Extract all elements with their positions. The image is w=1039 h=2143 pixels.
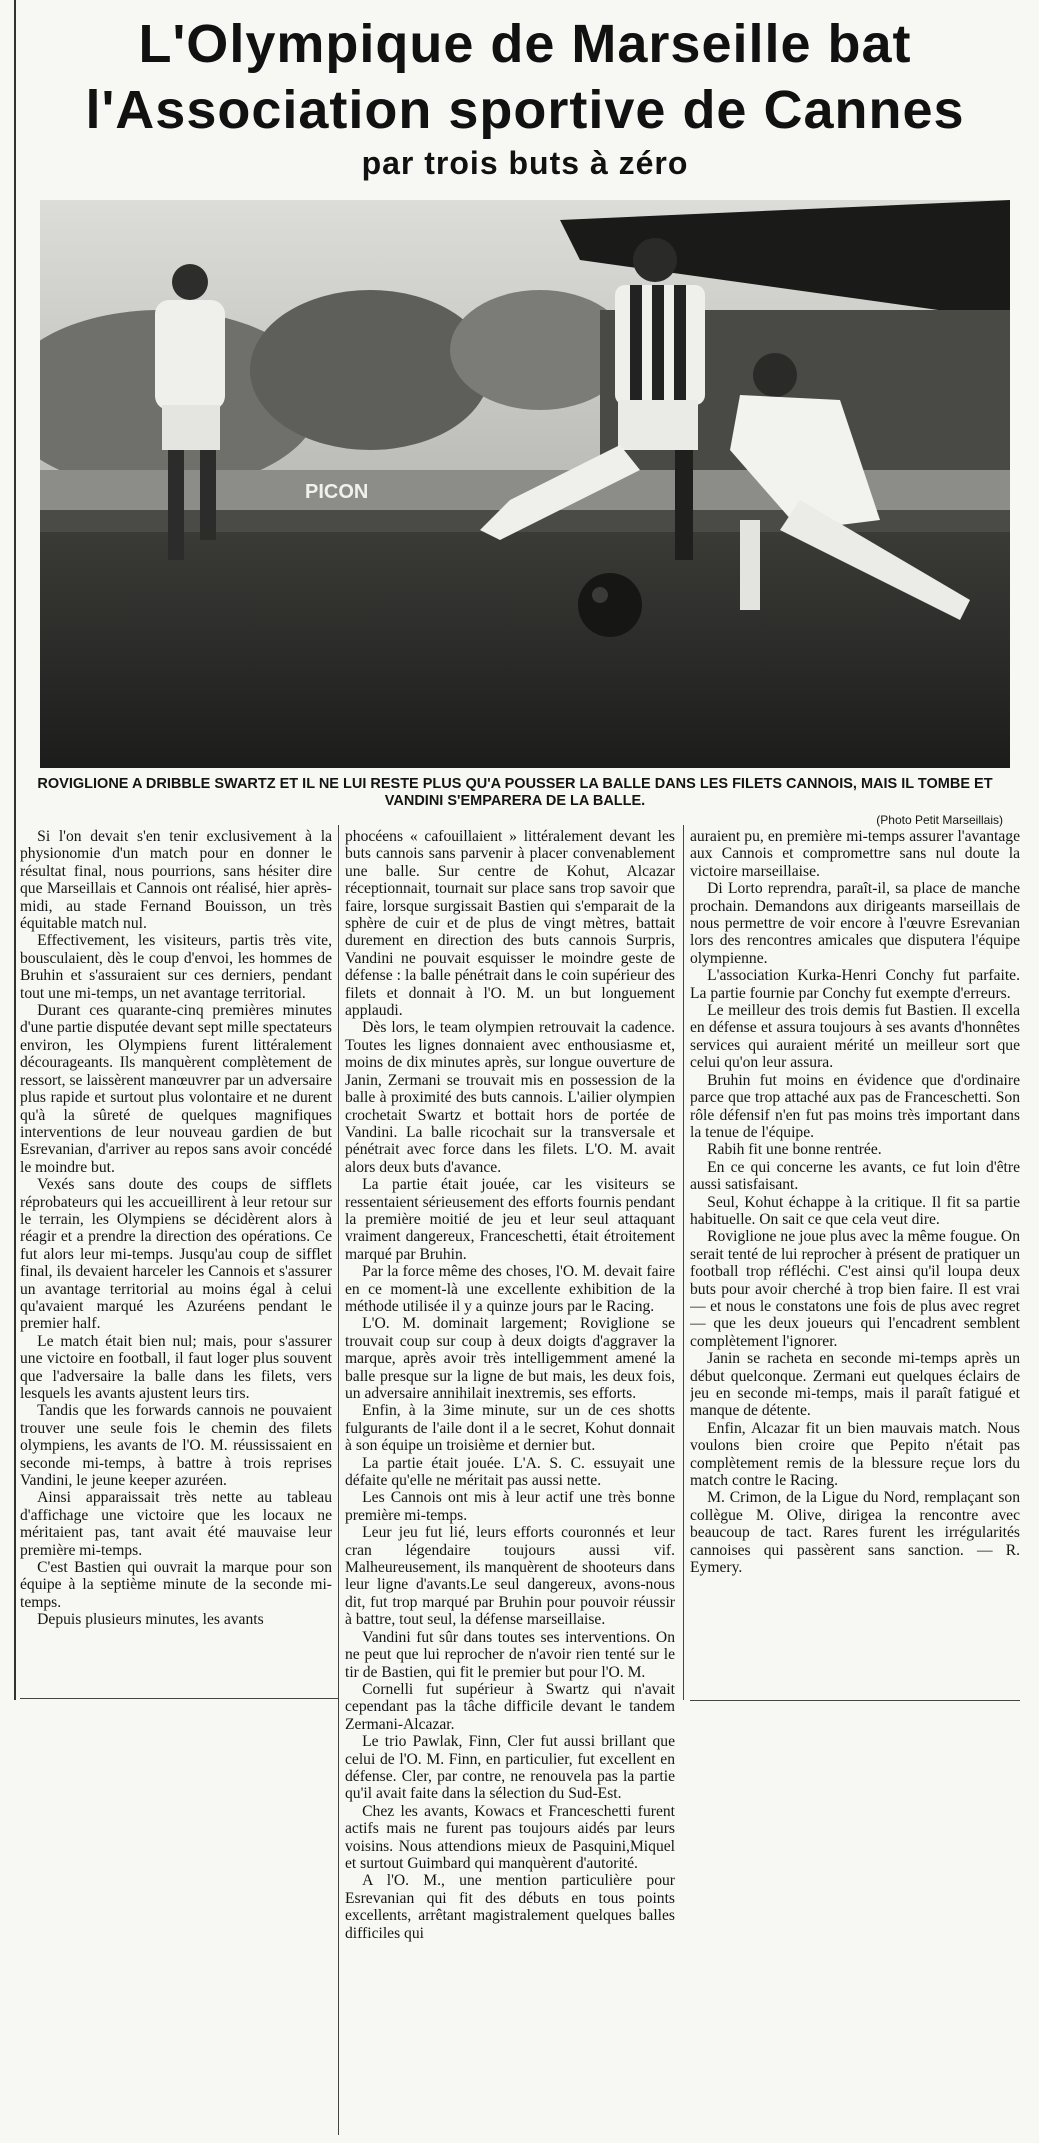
headline-subtitle: par trois buts à zéro (361, 145, 689, 181)
article-paragraph: Effectivement, les visiteurs, partis très vite, bousculaient, dès le coup d'envoi, les hommes de Bruhin et s'assuraient sur ces derniers, pendant tout une mi-temps, un net avantage territorial. (20, 932, 332, 1002)
article-paragraph: Les Cannois ont mis à leur actif une très bonne première mi-temps. (345, 1489, 675, 1524)
article-paragraph: Par la force même des choses, l'O. M. devait faire en ce moment-là une excellente exhibition de la méthode utilisée il y a quinze jours par le Racing. (345, 1263, 675, 1315)
article-paragraph: Vandini fut sûr dans toutes ses interventions. On ne peut que lui reprocher de n'avoir rien tenté sur le tir de Bastien, qui fit le premier but pour l'O. M. (345, 1628, 675, 1681)
article-paragraph: Cornelli fut supérieur à Swartz qui n'avait cependant pas la tâche difficile devant le tandem Zermani-Alcazar. (345, 1680, 675, 1733)
article-paragraph: Bruhin fut moins en évidence que d'ordinaire parce que trop attaché aux pas de Franceschetti. Son rôle défensif n'en fut pas moins très important dans la tenue de l'équipe. (690, 1071, 1020, 1141)
article-paragraph: Janin se racheta en seconde mi-temps après un début quelconque. Zermani eut quelques éclairs de jeu en seconde mi-temps, mais il paraît fatigué et manque de détente. (690, 1350, 1020, 1420)
article-paragraph: En ce qui concerne les avants, ce fut loin d'être aussi satisfaisant. (690, 1158, 1020, 1194)
column-1-end-rule (20, 1698, 338, 1699)
article-paragraph: Dès lors, le team olympien retrouvait la cadence. Toutes les lignes donnaient avec enthousiasme et, moins de dix minutes après, sur longue ouverture de Janin, Zermani se trouvait mis en possession de la balle à proximité des buts cannois. L'ailier olympien crochetait Swartz et bottait hors de portée de Vandini. La balle ricochait sur la transversale et pénétrait avec force dans les filets. L'O. M. avait alors deux buts d'avance. (345, 1019, 675, 1176)
match-photo (40, 200, 1010, 768)
article-paragraph: Chez les avants, Kowacs et Franceschetti furent actifs mais ne furent pas toujours aidés par leurs voisins. Nous attendions mieux de Pasquini,Miquel et surtout Guimbard qui manquèrent d'autorité. (345, 1802, 675, 1872)
article-column-3 (690, 828, 1020, 1698)
article-paragraph: Enfin, à la 3ime minute, sur un de ces shotts fulgurants de l'aile dont il a le secret, Kohut donnait à son équipe un troisième et dernier but. (345, 1402, 675, 1455)
headline-line-1: L'Olympique de Marseille bat (138, 14, 912, 74)
article-column-1 (20, 828, 332, 1696)
article-paragraph: Le match était bien nul; mais, pour s'assurer une victoire en football, il faut loger plus souvent que l'adversaire la balle dans les filets, vers lesquels les avants ajustent leurs tirs. (20, 1332, 332, 1402)
headline-line-2: l'Association sportive de Cannes (85, 80, 965, 140)
article-paragraph: Ainsi apparaissait très nette au tableau d'affichage une victoire que les locaux ne méritaient pas, tant avait été mauvaise leur première mi-temps. (20, 1489, 332, 1559)
article-paragraph: Enfin, Alcazar fit un bien mauvais match. Nous voulons bien croire que Pepito n'était pas complètement remis de la blessure reçue lors du match contre le Racing. (690, 1419, 1020, 1490)
column-3-end-rule (690, 1700, 1020, 1701)
photo-caption: ROVIGLIONE A DRIBBLE SWARTZ ET IL NE LUI RESTE PLUS QU'A POUSSER LA BALLE DANS LES FILETS CANNOIS, MAIS IL TOMBE ET VANDINI S'EMPARERA DE LA BALLE. (37, 776, 993, 809)
photo-credit: (Photo Petit Marseillais) (876, 813, 1003, 827)
article-paragraph: phocéens « cafouillaient » littéralement devant les buts cannois sans parvenir à placer convenablement une balle. Sur centre de Kohut, Alcazar réceptionnait, tournait sur place sans trop savoir que faire, lorsque surgissait Bastien qui s'emparait de la sphère de cuir et de plus de vingt mètres, battait durement en direction des buts cannois Surpris, Vandini ne pouvait esquisser le moindre geste de défense : la balle pénétrait dans le coin supérieur des filets et donnait à l'O. M. un but longuement applaudi. (345, 828, 675, 1020)
hoarding-text: PICON (305, 481, 369, 503)
article-paragraph: Seul, Kohut échappe à la critique. Il fit sa partie habituelle. On sait ce que cela veut dire. (690, 1193, 1020, 1228)
article-paragraph: Durant ces quarante-cinq premières minutes d'une partie disputée devant sept mille spectateurs environ, les Olympiens furent littéralement décourageants. Ils manquèrent complètement de ressort, se laissèrent manœuvrer par un adversaire plus rapide et surtout plus volontaire et ne durent qu'à la sûreté de quelques magnifiques interventions de leur nouveau gardien de but Esrevanian, d'arriver au repos sans avoir concédé le moindre but. (20, 1002, 332, 1176)
article-paragraph: Roviglione ne joue plus avec la même fougue. On serait tenté de lui reprocher à présent de pratiquer un football trop réfléchi. C'est ainsi qu'il loupa deux buts pour avoir cherché à trop bien faire. Il est vrai — et nous le constatons une fois de plus avec regret — que les deux joueurs qui l'encadrent semblent complètement l'ignorer. (690, 1228, 1020, 1350)
article-paragraph: La partie était jouée. L'A. S. C. essuyait une défaite qu'elle ne méritait pas aussi nette. (345, 1454, 675, 1490)
article-paragraph: auraient pu, en première mi-temps assurer l'avantage aux Cannois et compromettre sans nul doute la victoire marseillaise. (690, 828, 1020, 880)
match-photo-illustration (40, 200, 1010, 768)
article-paragraph: Si l'on devait s'en tenir exclusivement à la physionomie d'un match pour en donner le résultat final, nous pourrions, sans hésiter dire que Marseillais et Cannois ont réalisé, hier après-midi, au stade Fernand Bouisson, un très équitable match nul. (20, 828, 332, 933)
article-paragraph: Leur jeu fut lié, leurs efforts couronnés et leur cran légendaire toujours aussi vif. Malheureusement, ils manquèrent de shooteurs dans leur ligne d'avants.Le seul dangereux, avons-nous dit, fut trop marqué par Bruhin pour pouvoir réussir à battre, tout seul, la défense marseillaise. (345, 1524, 675, 1629)
column-divider-1 (338, 825, 339, 2135)
article-paragraph: Depuis plusieurs minutes, les avants (37, 1611, 264, 1629)
column-divider-2 (683, 825, 684, 1700)
article-paragraph: A l'O. M., une mention particulière pour Esrevanian qui fit des débuts en tous points excellents, arrêtant magistralement quelques balles difficiles qui (345, 1872, 675, 1942)
article-paragraph: Di Lorto reprendra, paraît-il, sa place de manche prochain. Demandons aux dirigeants marseillais de nous permettre de voir encore à l'œuvre Esrevanian lors des rencontres amicales que disputera l'équipe olympienne. (690, 880, 1020, 967)
article-paragraph: L'association Kurka-Henri Conchy fut parfaite. La partie fournie par Conchy fut exempte d'erreurs. (690, 967, 1020, 1002)
article-paragraph: La partie était jouée, car les visiteurs se ressentaient sérieusement des efforts fournis pendant la première moitié de jeu et leur seul attaquant vraiment dangereux, Franceschetti, était étroitement marqué par Bruhin. (345, 1176, 675, 1263)
article-paragraph: C'est Bastien qui ouvrait la marque pour son équipe à la septième minute de la seconde mi-temps. (20, 1559, 332, 1611)
page-border-rule (14, 0, 16, 1700)
article-paragraph: Tandis que les forwards cannois ne pouvaient trouver une seule fois le chemin des filets olympiens, les avants de l'O. M. réussissaient en seconde mi-temps, à battre à trois reprises Vandini, le jeune keeper azuréen. (20, 1402, 332, 1490)
article-paragraph: Vexés sans doute des coups de sifflets réprobateurs qui les accueillirent à leur retour sur le terrain, les Olympiens se décidèrent alors à réagir et a prendre la direction des opérations. Ce fut alors leur mi-temps. Jusqu'au coup de sifflet final, ils devaient harceler les Cannois et s'assurer un avantage territorial au moins égal à celui qu'avaient marqué les Azuréens pendant le premier half. (20, 1176, 332, 1333)
article-paragraph: Rabih fit une bonne rentrée. (707, 1141, 882, 1159)
article-paragraph: Le meilleur des trois demis fut Bastien. Il excella en défense et assura toujours à ses avants d'honnêtes services qui auraient mérité un meilleur sort que celui qu'on leur assura. (690, 1002, 1020, 1072)
article-column-2 (345, 828, 675, 2133)
article-paragraph: M. Crimon, de la Ligue du Nord, remplaçant son collègue M. Olive, dirigea la rencontre avec beaucoup de tact. Rares furent les irrégularités cannoises qui passèrent sans sanction. — R. Eymery. (690, 1489, 1020, 1577)
article-paragraph: L'O. M. dominait largement; Roviglione se trouvait coup sur coup à deux doigts d'aggraver la marque, après avoir très intelligemment amené la balle presque sur la ligne de but mais, les deux fois, un adversaire annihilait inextremis, ses efforts. (345, 1315, 675, 1402)
article-paragraph: Le trio Pawlak, Finn, Cler fut aussi brillant que celui de l'O. M. Finn, en particulier, fut excellent en défense. Cler, par contre, ne renouvela pas la partie qu'il avait faite dans la sélection du Sud-Est. (345, 1733, 675, 1803)
